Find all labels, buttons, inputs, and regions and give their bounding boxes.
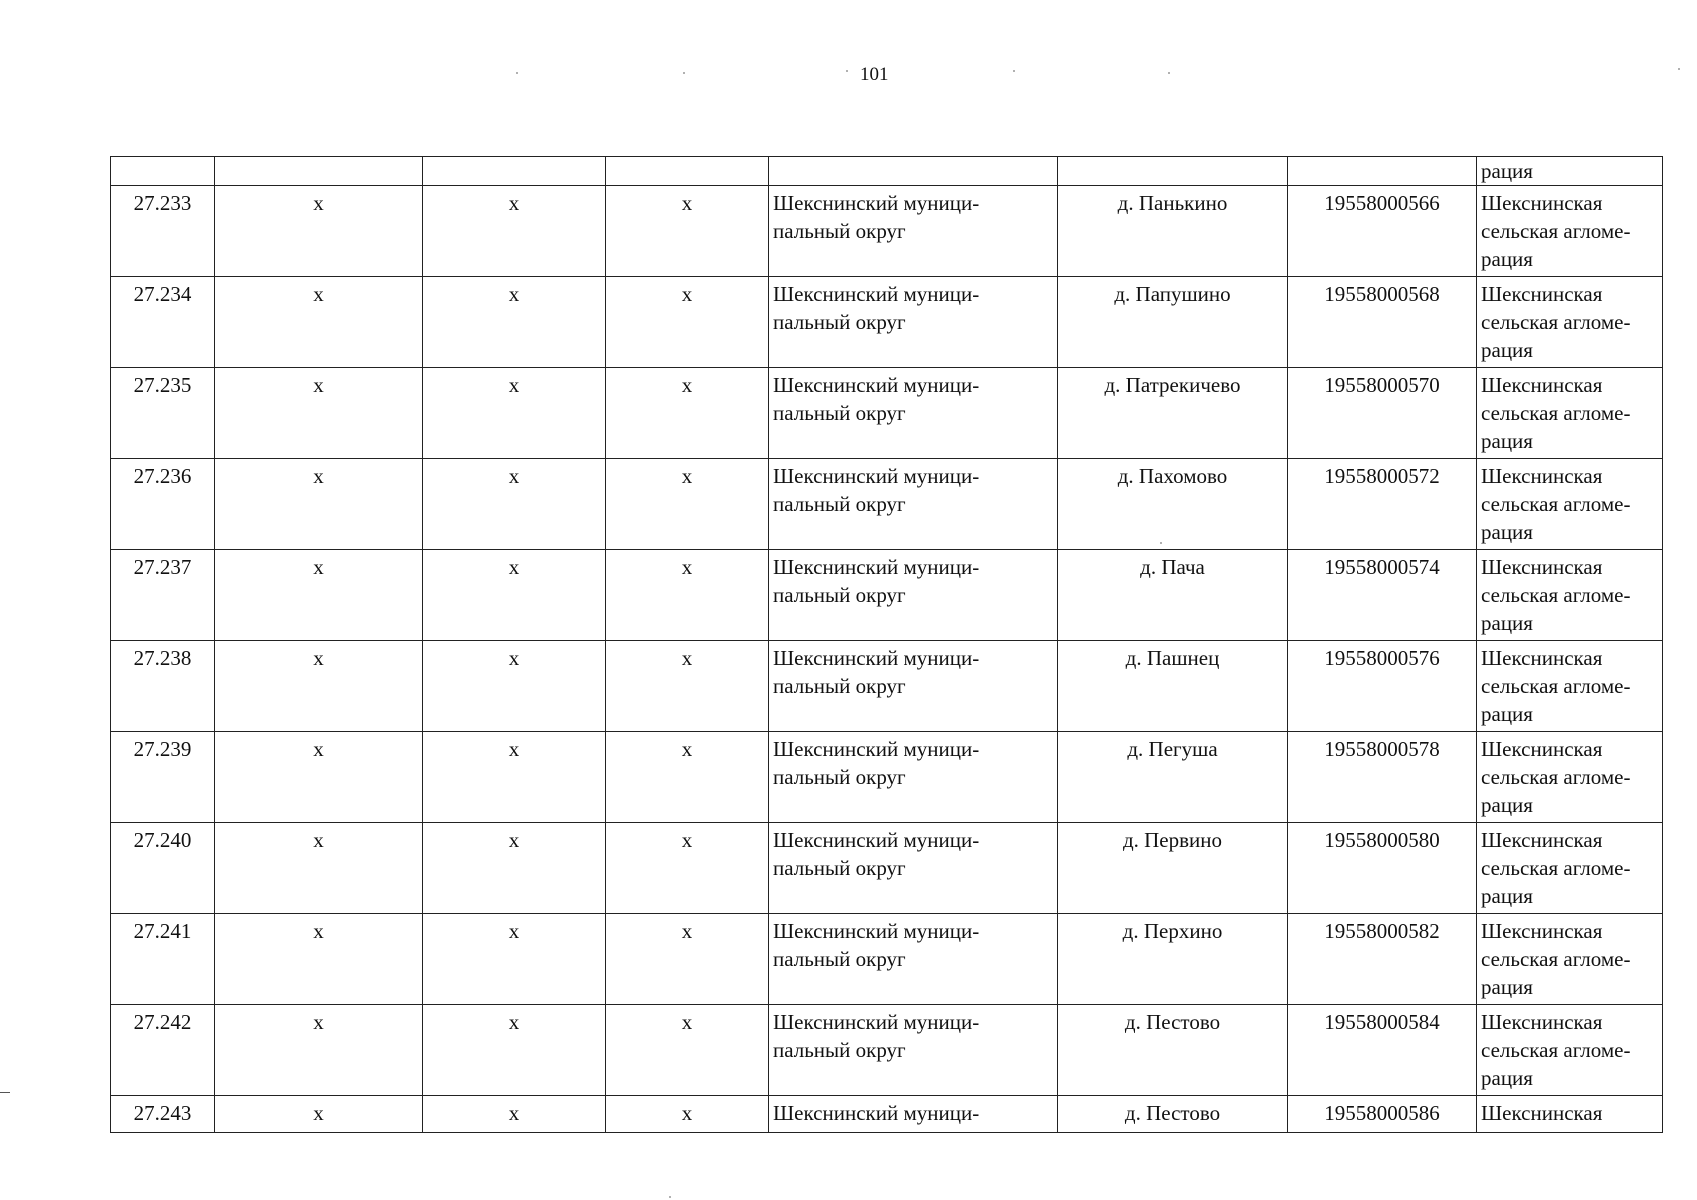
- cell-code: 19558000572: [1288, 459, 1477, 550]
- cell-district: Шекснинский муници-пальный округ: [769, 550, 1058, 641]
- cell-number: 27.242: [111, 1005, 215, 1096]
- cell-x3: x: [606, 277, 769, 368]
- table-row: [111, 459, 1663, 550]
- cell-code: 19558000576: [1288, 641, 1477, 732]
- scan-speck: [1168, 72, 1170, 74]
- cell-agglomeration: Шекснинская сельская агломе-рация: [1477, 368, 1663, 459]
- cell-settlement: д. Патрекичево: [1058, 368, 1288, 459]
- cell-number: 27.233: [111, 186, 215, 277]
- scan-speck: [1678, 68, 1680, 70]
- scan-speck: [846, 70, 848, 72]
- cell-x2: x: [423, 186, 606, 277]
- cell-x3: x: [606, 1096, 769, 1133]
- cell-agglomeration: рация: [1477, 157, 1663, 186]
- table-body: [111, 157, 1663, 1133]
- cell-settlement: д. Папушино: [1058, 277, 1288, 368]
- cell-number: 27.241: [111, 914, 215, 1005]
- cell-x3: x: [606, 914, 769, 1005]
- cell-code: 19558000570: [1288, 368, 1477, 459]
- cell-x3: [606, 157, 769, 186]
- cell-x3: x: [606, 1005, 769, 1096]
- cell-x2: x: [423, 368, 606, 459]
- cell-x1: x: [215, 641, 423, 732]
- cell-settlement: д. Пегуша: [1058, 732, 1288, 823]
- cell-code: 19558000586: [1288, 1096, 1477, 1133]
- cell-agglomeration: Шекснинская сельская агломе-рация: [1477, 1005, 1663, 1096]
- cell-code: 19558000566: [1288, 186, 1477, 277]
- cell-district: Шекснинский муници-пальный округ: [769, 641, 1058, 732]
- cell-x3: x: [606, 732, 769, 823]
- cell-x3: x: [606, 550, 769, 641]
- cell-district: Шекснинский муници-пальный округ: [769, 1005, 1058, 1096]
- cell-district: Шекснинский муници-пальный округ: [769, 823, 1058, 914]
- cell-code: 19558000584: [1288, 1005, 1477, 1096]
- cell-agglomeration: Шекснинская сельская агломе-рация: [1477, 823, 1663, 914]
- cell-x3: x: [606, 641, 769, 732]
- cell-x1: x: [215, 1005, 423, 1096]
- cell-agglomeration: Шекснинская: [1477, 1096, 1663, 1133]
- cell-settlement: д. Пестово: [1058, 1005, 1288, 1096]
- cell-x1: x: [215, 459, 423, 550]
- cell-district: Шекснинский муници-пальный округ: [769, 914, 1058, 1005]
- cell-x2: x: [423, 641, 606, 732]
- cell-x2: x: [423, 459, 606, 550]
- table-row: [111, 641, 1663, 732]
- table-row: [111, 186, 1663, 277]
- cell-agglomeration: Шекснинская сельская агломе-рация: [1477, 186, 1663, 277]
- cell-x3: x: [606, 186, 769, 277]
- cell-code: [1288, 157, 1477, 186]
- cell-settlement: д. Пача: [1058, 550, 1288, 641]
- cell-settlement: д. Первино: [1058, 823, 1288, 914]
- cell-x2: x: [423, 732, 606, 823]
- table-row-continuation: [111, 157, 1663, 186]
- table-row: [111, 277, 1663, 368]
- cell-code: 19558000574: [1288, 550, 1477, 641]
- scan-mark: [0, 1092, 10, 1093]
- cell-number: 27.243: [111, 1096, 215, 1133]
- cell-settlement: д. Пашнец: [1058, 641, 1288, 732]
- cell-x3: x: [606, 823, 769, 914]
- cell-x2: x: [423, 823, 606, 914]
- cell-code: 19558000578: [1288, 732, 1477, 823]
- cell-district: Шекснинский муници-пальный округ: [769, 186, 1058, 277]
- scan-speck: [683, 72, 685, 74]
- cell-x2: x: [423, 1096, 606, 1133]
- cell-x1: x: [215, 277, 423, 368]
- cell-x2: x: [423, 277, 606, 368]
- table-row: [111, 368, 1663, 459]
- cell-x1: x: [215, 550, 423, 641]
- table-row: [111, 1096, 1663, 1133]
- cell-agglomeration: Шекснинская сельская агломе-рация: [1477, 277, 1663, 368]
- cell-district: Шекснинский муници-пальный округ: [769, 368, 1058, 459]
- cell-number: 27.238: [111, 641, 215, 732]
- scan-speck: [516, 72, 518, 74]
- cell-district: Шекснинский муници-: [769, 1096, 1058, 1133]
- scan-speck: [1013, 70, 1015, 72]
- scan-speck: [669, 1196, 671, 1198]
- page-number: 101: [860, 64, 889, 85]
- cell-x1: x: [215, 823, 423, 914]
- cell-number: 27.234: [111, 277, 215, 368]
- cell-number: [111, 157, 215, 186]
- cell-x1: x: [215, 732, 423, 823]
- table-row: [111, 914, 1663, 1005]
- cell-number: 27.237: [111, 550, 215, 641]
- cell-x2: x: [423, 550, 606, 641]
- cell-x2: x: [423, 914, 606, 1005]
- cell-district: Шекснинский муници-пальный округ: [769, 459, 1058, 550]
- cell-agglomeration: Шекснинская сельская агломе-рация: [1477, 459, 1663, 550]
- settlement-table: [110, 156, 1663, 1133]
- cell-settlement: д. Пестово: [1058, 1096, 1288, 1133]
- cell-district: Шекснинский муници-пальный округ: [769, 732, 1058, 823]
- table-row: [111, 823, 1663, 914]
- cell-x1: [215, 157, 423, 186]
- cell-number: 27.240: [111, 823, 215, 914]
- cell-x1: x: [215, 368, 423, 459]
- cell-number: 27.236: [111, 459, 215, 550]
- cell-x1: x: [215, 186, 423, 277]
- cell-settlement: д. Панькино: [1058, 186, 1288, 277]
- cell-x1: x: [215, 1096, 423, 1133]
- cell-code: 19558000580: [1288, 823, 1477, 914]
- cell-district: Шекснинский муници-пальный округ: [769, 277, 1058, 368]
- cell-code: 19558000582: [1288, 914, 1477, 1005]
- cell-agglomeration: Шекснинская сельская агломе-рация: [1477, 550, 1663, 641]
- cell-agglomeration: Шекснинская сельская агломе-рация: [1477, 641, 1663, 732]
- cell-number: 27.235: [111, 368, 215, 459]
- cell-settlement: д. Перхино: [1058, 914, 1288, 1005]
- cell-x2: [423, 157, 606, 186]
- cell-x3: x: [606, 459, 769, 550]
- cell-x2: x: [423, 1005, 606, 1096]
- cell-agglomeration: Шекснинская сельская агломе-рация: [1477, 732, 1663, 823]
- cell-settlement: [1058, 157, 1288, 186]
- cell-district: [769, 157, 1058, 186]
- cell-number: 27.239: [111, 732, 215, 823]
- cell-agglomeration: Шекснинская сельская агломе-рация: [1477, 914, 1663, 1005]
- table-row: [111, 1005, 1663, 1096]
- table-row: [111, 550, 1663, 641]
- cell-code: 19558000568: [1288, 277, 1477, 368]
- cell-settlement: д. Пахомово: [1058, 459, 1288, 550]
- table-row: [111, 732, 1663, 823]
- cell-x3: x: [606, 368, 769, 459]
- cell-x1: x: [215, 914, 423, 1005]
